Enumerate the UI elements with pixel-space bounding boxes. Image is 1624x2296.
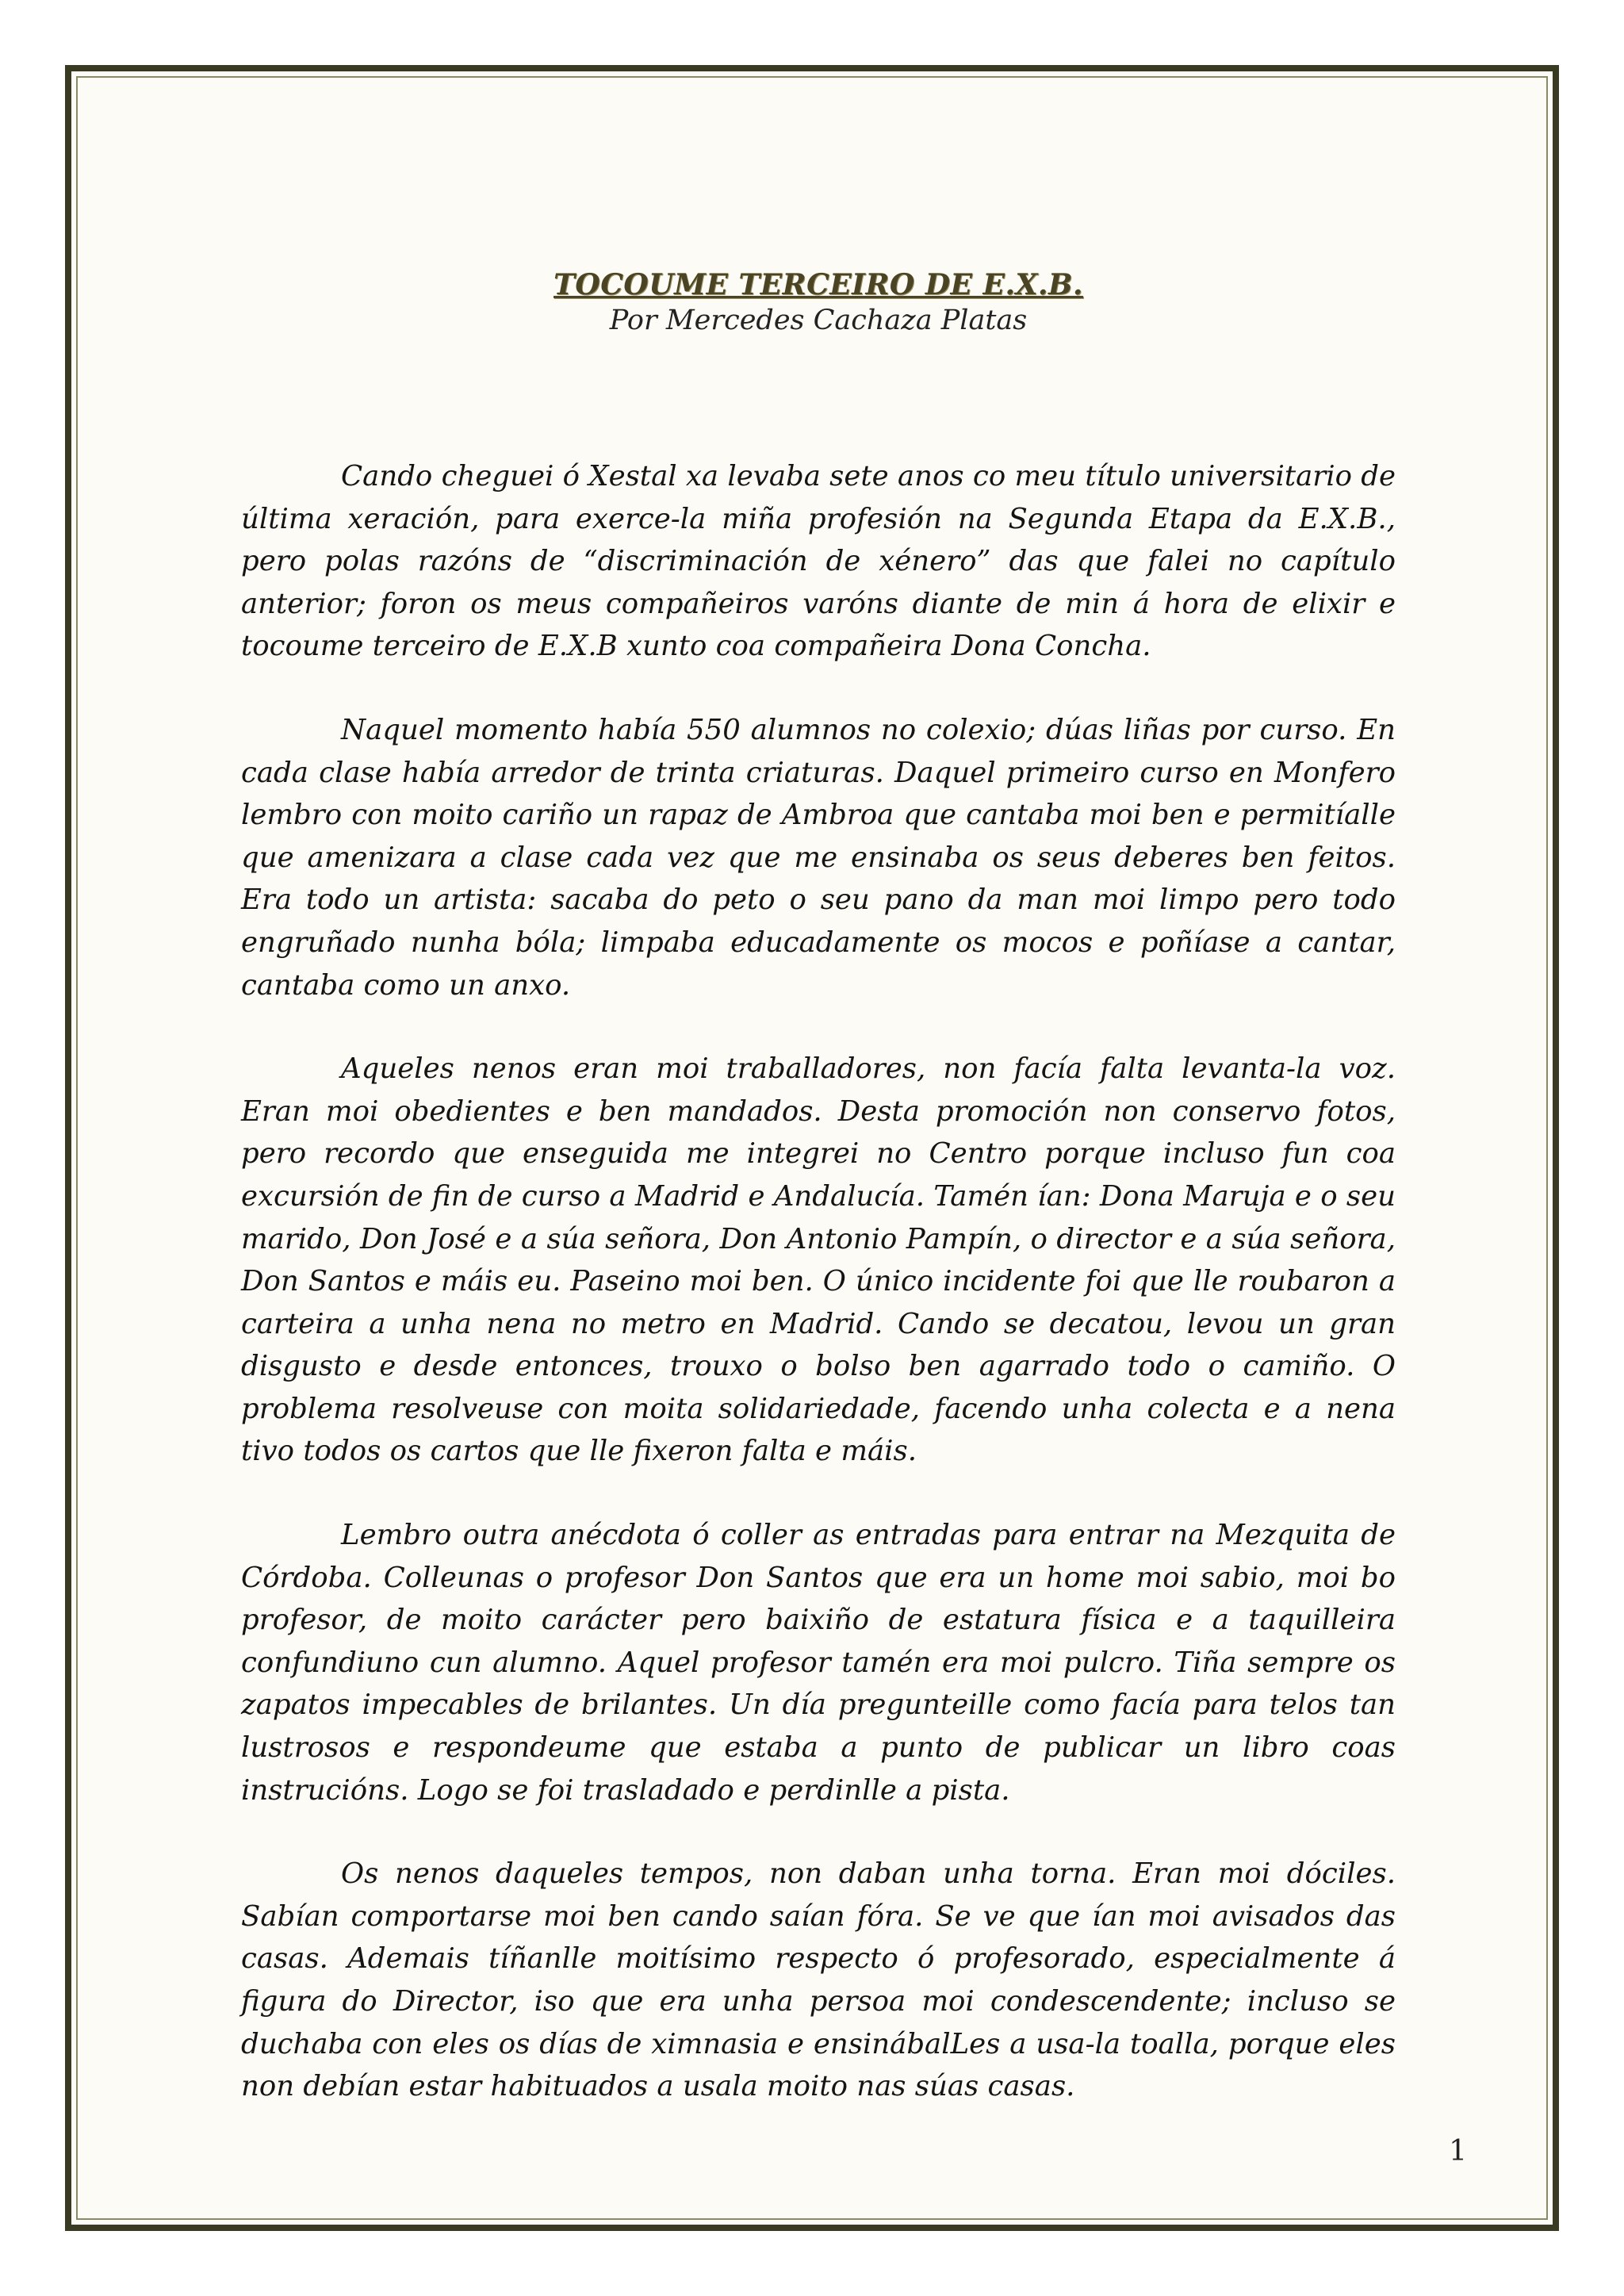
paragraph-3: Aqueles nenos eran moi traballadores, non facía falta levanta-la voz. Eran moi obedientes e ben mandados. Desta promoción non conservo fotos, pero recordo que enseguida me integrei no Centro porque incluso fun coa excursión de fin de curso a Madrid e Andalucía. Tamén ían: Dona Maruja e o seu marido, Don José e a súa señora, Don Antonio Pampín, o director e a súa señora, Don Santos e máis eu. Paseino moi ben. O único incidente foi que lle roubaron a carteira a unha nena no metro en Madrid. Cando se decatou, levou un gran disgusto e desde entonces, trouxo o bolso ben agarrado todo o camiño. O problema resolveuse con moita solidariedade, facendo unha colecta e a nena tivo todos os cartos que lle fixeron falta e máis. <box>241 1052 1396 1468</box>
page-number: 1 <box>1449 2135 1467 2168</box>
paragraph-2: Naquel momento había 550 alumnos no colexio; dúas liñas por curso. En cada clase había arredor de trinta criaturas. Daquel primeiro curso en Monfero lembro con moito cariño un rapaz de Ambroa que cantaba moi ben e permitíalle que amenizara a clase cada vez que me ensinaba os seus deberes ben feitos. Era todo un artista: sacaba do peto o seu pano da man moi limpo pero todo engruñado nunha bóla; limpaba educadamente os mocos e poñíase a cantar, cantaba como un anxo. <box>241 713 1396 1002</box>
paragraph-5: Os nenos daqueles tempos, non daban unha torna. Eran moi dóciles. Sabían comportarse moi ben cando saían fóra. Se ve que ían moi avisados das casas. Ademais tíñanlle moitísimo respecto ó profesorado, especialmente á figura do Director, iso que era unha persoa moi condescendente; incluso se duchaba con eles os días de ximnasia e ensinábalLes a usa-la toalla, porque eles non debían estar habituados a usala moito nas súas casas. <box>241 1857 1396 2103</box>
paragraph-1: Cando cheguei ó Xestal xa levaba sete anos co meu título universitario de última xeración, para exerce-la miña profesión na Segunda Etapa da E.X.B., pero polas razóns de “discriminación de xénero” das que falei no capítulo anterior; foron os meus compañeiros varóns diante de min á hora de elixir e tocoume terceiro de E.X.B xunto coa compañeira Dona Concha. <box>241 460 1396 663</box>
document-title: TOCOUME TERCEIRO DE E.X.B. <box>553 268 1083 301</box>
page-frame <box>65 65 1559 2231</box>
document-author: Por Mercedes Cachaza Platas <box>609 305 1028 336</box>
document-body <box>241 198 1396 2149</box>
paragraph-4: Lembro outra anécdota ó coller as entradas para entrar na Mezquita de Córdoba. Colleunas o profesor Don Santos que era un home moi sabio, moi bo profesor, de moito carácter pero baixiño de estatura física e a taquilleira confundiuno cun alumno. Aquel profesor tamén era moi pulcro. Tiña sempre os zapatos impecables de brilantes. Un día pregunteille como facía para telos tan lustrosos e respondeume que estaba a punto de publicar un libro coas instrucións. Logo se foi trasladado e perdinlle a pista. <box>241 1519 1396 1807</box>
